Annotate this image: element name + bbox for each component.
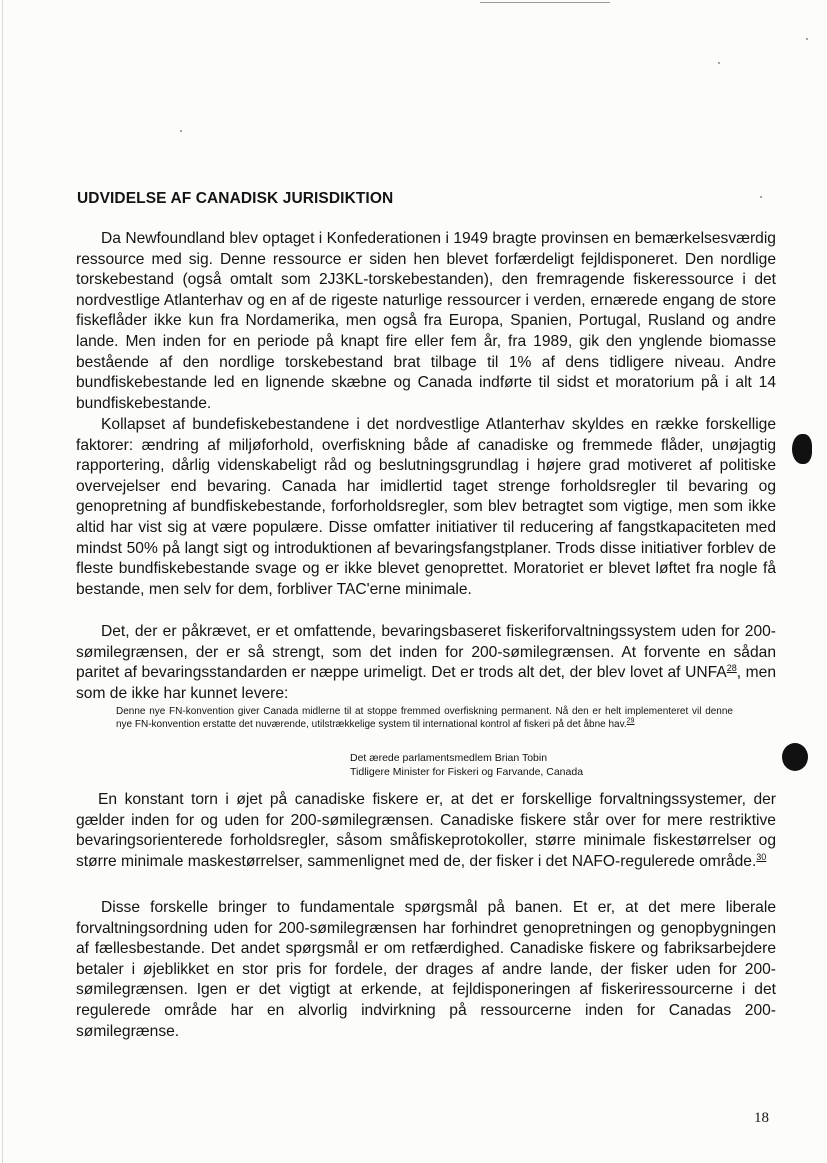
paragraph-5: Disse forskelle bringer to fundamentale spørgsmål på banen. Et er, at det mere liberale forvaltningsordning uden for 200-sømilegrænsen har forhindret genopretningen og genopbygningen af fællesbestande. Det andet spørgsmål er om retfærdighed. Canadiske fiskere og fabriksarbejdere betaler i øjeblikket en stor pris for fordele, der drages af andre lande, der fisker uden for 200-sømilegrænsen. Igen er det vigtigt at erkende, at fejldisponeringen af fiskeriressourcerne i det regulerede område har en alvorlig indvirkning på ressourcerne inden for Canadas 200-sømilegrænse. xyxy=(76,899,776,1040)
scan-speck xyxy=(760,196,762,198)
block-quote xyxy=(116,705,733,731)
paragraph-4-text: En konstant torn i øjet på canadiske fiskere er, at det er forskellige forvaltningssystemer, der gælder inden for og uden for 200-sømilegrænsen. Canadiske fiskere står over for mere restriktive bevaringsorienterede forholdsregler, såsom småfiskeprotokoller, større minimale fiskestørrelser og større minimale maskestørrelser, sammenlignet med de, der fisker i det NAFO-regulerede område. xyxy=(76,791,776,870)
scan-speck xyxy=(806,38,808,40)
punch-hole-mark xyxy=(792,434,812,464)
scan-speck xyxy=(718,62,720,64)
page-number: 18 xyxy=(754,1110,769,1126)
paragraph-1: Da Newfoundland blev optaget i Konfederationen i 1949 bragte provinsen en bemærkelsesværdig ressource med sig. Denne ressource er siden hen blevet forfærdeligt fejldisponeret. Den nordlige torskebestand (også omtalt som 2J3KL-torskebestanden), den fremragende fiskeressource i det nordvestlige Atlanterhav og en af de rigeste naturlige ressourcer i verden, ernærede engang de store fiskeflåder ikke kun fra Nordamerika, men også fra Europa, Spanien, Portugal, Rusland og andre lande. Men inden for en periode på knapt fire eller fem år, fra 1989, gik den ynglende biomasse bestående af den nordlige torskebestand brat tilbage til 1% af dens tidligere niveau. Andre bundfiskebestande led en lignende skæbne og Canada indførte til sidst et moratorium på i alt 14 bundfiskebestande. xyxy=(76,230,776,412)
paragraph-4 xyxy=(76,790,776,872)
scan-edge xyxy=(2,0,3,1163)
quote-text: Denne nye FN-konvention giver Canada midlerne til at stoppe fremmed overfiskning permanent. Nå den er helt implementeret vil denne nye FN-konvention erstatte det nuværende, utilstrækkelige system til international kontrol af fiskeri på det åbne hav. xyxy=(116,706,733,730)
footnote-ref-29: 29 xyxy=(626,717,635,725)
paragraph-3 xyxy=(76,622,776,704)
quote-attribution xyxy=(350,751,583,779)
scan-artifact xyxy=(480,2,610,3)
paragraph-3-text: Det, der er påkrævet, er et omfattende, bevaringsbaseret fiskeriforvaltningssystem uden for 200-sømilegrænsen, der er så strengt, som det inden for 200-sømilegrænsen. At forvente en sådan paritet af bevaringsstandarden er næppe urimeligt. Det er trods alt det, der blev lovet af UNFA xyxy=(76,623,776,682)
punch-hole-mark xyxy=(782,743,808,771)
footnote-ref-30: 30 xyxy=(756,851,767,862)
paragraph-3-end: , men som de ikke har kunnet levere: xyxy=(76,664,777,702)
quote-author-title: Tidligere Minister for Fiskeri og Farvande, Canada xyxy=(350,766,584,778)
scan-speck xyxy=(180,130,182,132)
section-heading: UDVIDELSE AF CANADISK JURISDIKTION xyxy=(77,190,394,207)
quote-author: Det ærede parlamentsmedlem Brian Tobin xyxy=(350,752,548,764)
paragraph-2: Kollapset af bundefiskebestandene i det nordvestlige Atlanterhav skyldes en række forskellige faktorer: ændring af miljøforhold, overfiskning både af canadiske og fremmede flåder, unøjagtig rapportering, dårlig videnskabeligt råd og beslutningsgrundlag i højere grad motiveret af politiske overvejelser end bevaring. Canada har imidlertid taget strenge forholdsregler til bevaring og genopretning af bundfiskebestande, forforholdsregler, som blev betragtet som vigtige, men som ikke altid har vist sig at være populære. Disse omfatter initiativer til reducering af fangstkapaciteten med mindst 50% på langt sigt og introduktionen af bevaringsfangstplaner. Trods disse initiativer forblev de fleste bundfiskebestande svage og er ikke blevet genoprettet. Moratoriet er blevet løftet fra nogle få bestande, men selv for dem, forbliver TAC'erne minimale. xyxy=(76,416,776,598)
footnote-ref-28: 28 xyxy=(726,663,737,673)
